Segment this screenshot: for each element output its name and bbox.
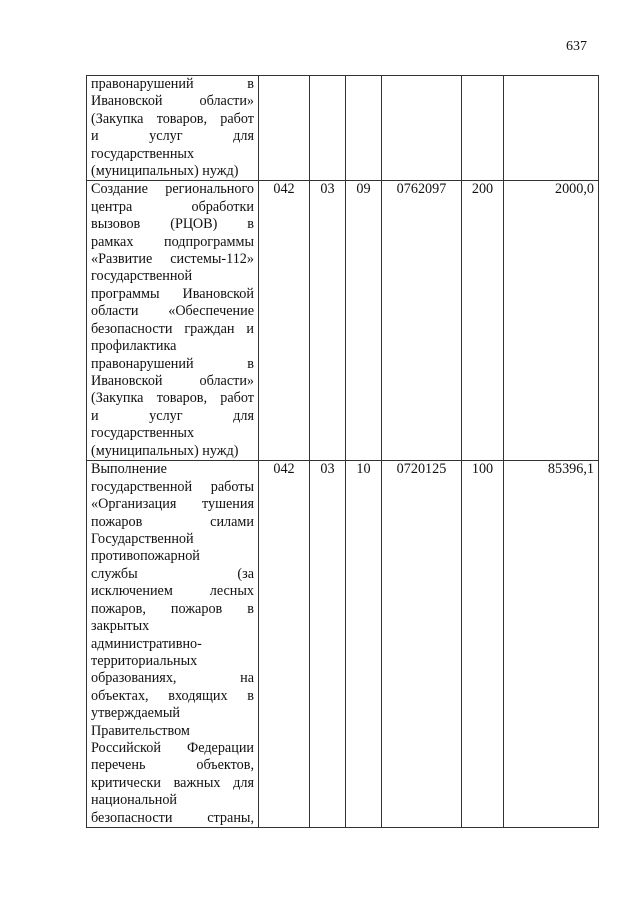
description-line: программы Ивановской	[91, 285, 254, 302]
description-line: территориальных	[91, 652, 198, 669]
description-line: государственных	[91, 425, 195, 442]
description-line: центра обработки	[91, 198, 254, 215]
description-line: (Закупка товаров, работ	[91, 110, 254, 127]
expense-type-code	[462, 76, 504, 181]
description-line: и услуг для	[91, 128, 254, 145]
description-line: правонарушений в	[91, 355, 254, 372]
subsection-code	[346, 76, 382, 181]
row-description	[87, 461, 259, 828]
description-line: (Закупка товаров, работ	[91, 390, 254, 407]
amount	[504, 76, 599, 181]
target-article-code: 0720125	[382, 461, 462, 828]
budget-table	[86, 75, 599, 828]
description-line: объектах, входящих в	[91, 687, 254, 704]
description-line: Российской Федерации	[91, 739, 254, 756]
description-line: Государственной	[91, 531, 194, 548]
description-line: пожаров силами	[91, 513, 254, 530]
row-description	[87, 76, 259, 181]
section-code	[310, 76, 346, 181]
expense-type-code: 100	[462, 461, 504, 828]
description-line: и услуг для	[91, 407, 254, 424]
description-line: закрытых	[91, 618, 150, 635]
budget-table-body	[87, 76, 599, 828]
description-line: государственной работы	[91, 478, 254, 495]
ministry-code: 042	[259, 181, 310, 461]
page-number: 637	[566, 39, 587, 54]
description-line: перечень объектов,	[91, 757, 254, 774]
description-line: службы (за	[91, 565, 254, 582]
description-line: безопасности граждан и	[91, 320, 254, 337]
amount: 85396,1	[504, 461, 599, 828]
description-line: исключением лесных	[91, 583, 254, 600]
ministry-code: 042	[259, 461, 310, 828]
table-row	[87, 76, 599, 181]
description-line: Создание регионального	[91, 181, 254, 198]
description-line: (муниципальных) нужд)	[91, 163, 239, 180]
ministry-code	[259, 76, 310, 181]
description-line: «Организация тушения	[91, 496, 254, 513]
description-line: Правительством	[91, 722, 190, 739]
description-line: пожаров, пожаров в	[91, 600, 254, 617]
section-code: 03	[310, 461, 346, 828]
description-line: Ивановской области»	[91, 372, 254, 389]
expense-type-code: 200	[462, 181, 504, 461]
description-line: (муниципальных) нужд)	[91, 442, 239, 459]
description-line: критически важных для	[91, 774, 254, 791]
description-line: национальной	[91, 792, 178, 809]
description-line: Ивановской области»	[91, 93, 254, 110]
description-line: безопасности страны,	[91, 809, 254, 826]
description-line: «Развитие системы-112»	[91, 251, 254, 268]
description-line: правонарушений в	[91, 76, 254, 92]
description-line: рамках подпрограммы	[91, 233, 254, 250]
description-line: противопожарной	[91, 548, 200, 565]
subsection-code: 09	[346, 181, 382, 461]
description-line: образованиях, на	[91, 670, 254, 687]
description-line: утверждаемый	[91, 705, 181, 722]
table-row	[87, 181, 599, 461]
section-code: 03	[310, 181, 346, 461]
amount: 2000,0	[504, 181, 599, 461]
description-line: области «Обеспечение	[91, 303, 254, 320]
description-line: вызовов (РЦОВ) в	[91, 216, 254, 233]
description-line: административно-	[91, 635, 202, 652]
subsection-code: 10	[346, 461, 382, 828]
description-line: Выполнение	[91, 461, 167, 478]
table-row	[87, 461, 599, 828]
target-article-code: 0762097	[382, 181, 462, 461]
target-article-code	[382, 76, 462, 181]
description-line: государственной	[91, 268, 193, 285]
description-line: государственных	[91, 145, 195, 162]
row-description	[87, 181, 259, 461]
description-line: профилактика	[91, 338, 177, 355]
